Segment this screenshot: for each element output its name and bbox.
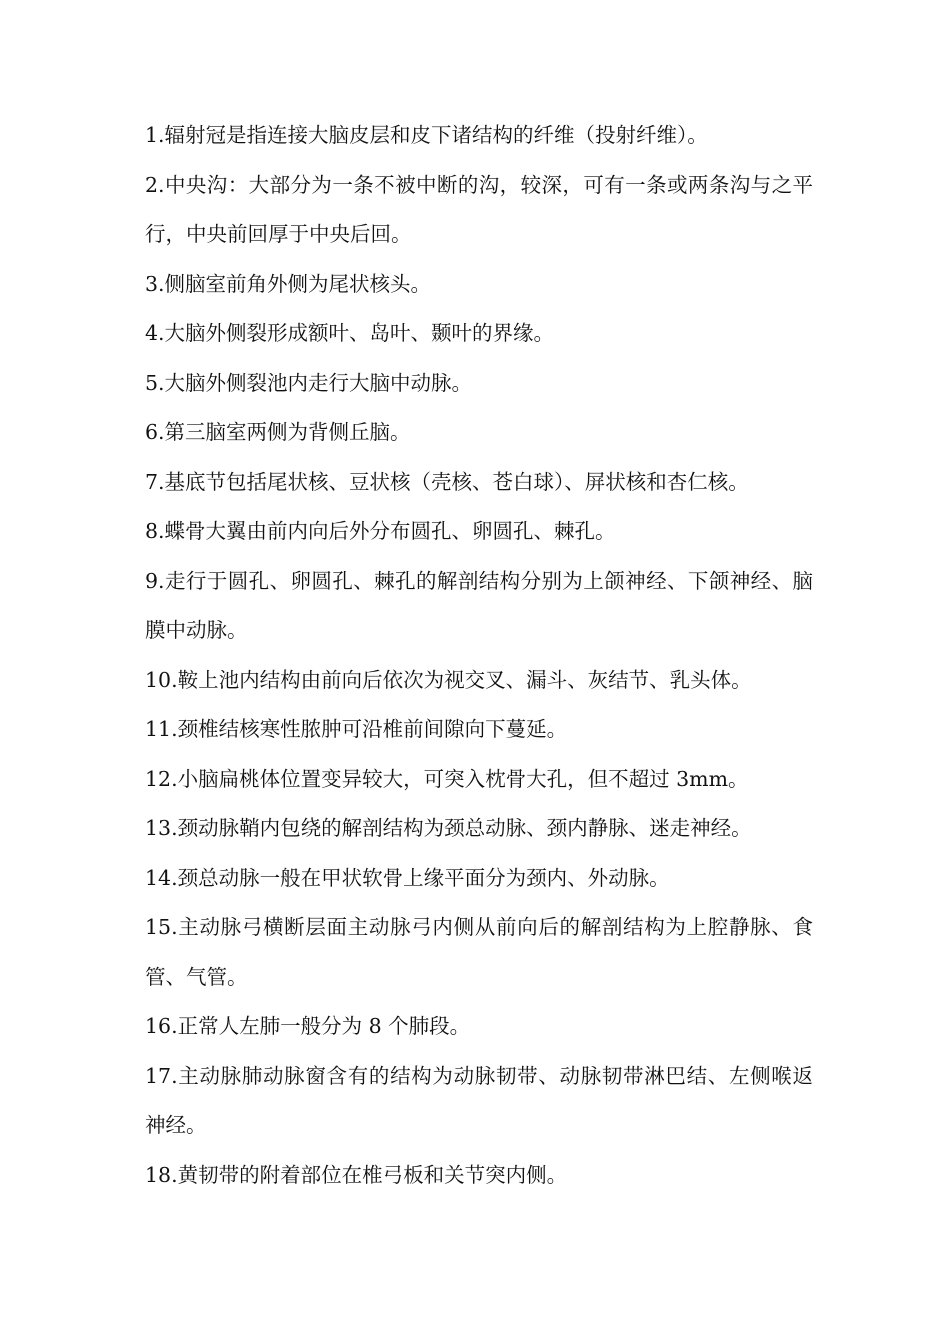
list-item: 3.侧脑室前角外侧为尾状核头。 — [145, 271, 432, 296]
list-item: 13.颈动脉鞘内包绕的解剖结构为颈总动脉、颈内静脉、迷走神经。 — [145, 816, 752, 840]
list-item: 5.大脑外侧裂池内走行大脑中动脉。 — [145, 370, 473, 395]
list-item: 14.颈总动脉一般在甲状软骨上缘平面分为颈内、外动脉。 — [145, 865, 670, 890]
list-item: 6.第三脑室两侧为背侧丘脑。 — [145, 420, 411, 444]
list-item: 8.蝶骨大翼由前内向后外分布圆孔、卵圆孔、棘孔。 — [145, 519, 616, 543]
list-item: 15.主动脉弓横断层面主动脉弓内侧从前向后的解剖结构为上腔静脉、食管、气管。 — [145, 915, 813, 989]
list-item: 16.正常人左肺一般分为 8 个肺段。 — [145, 1014, 471, 1038]
list-item: 10.鞍上池内结构由前向后依次为视交叉、漏斗、灰结节、乳头体。 — [145, 667, 752, 692]
document-body — [145, 111, 813, 1200]
list-item: 9.走行于圆孔、卵圆孔、棘孔的解剖结构分别为上颌神经、下颌神经、脑膜中动脉。 — [145, 568, 813, 642]
list-item: 17.主动脉肺动脉窗含有的结构为动脉韧带、动脉韧带淋巴结、左侧喉返神经。 — [145, 1063, 813, 1137]
list-item: 18.黄韧带的附着部位在椎弓板和关节突内侧。 — [145, 1162, 568, 1187]
list-item: 7.基底节包括尾状核、豆状核（壳核、苍白球）、屏状核和杏仁核。 — [145, 469, 749, 494]
list-item: 1.辐射冠是指连接大脑皮层和皮下诸结构的纤维（投射纤维）。 — [145, 123, 708, 147]
list-item: 2.中央沟：大部分为一条不被中断的沟，较深，可有一条或两条沟与之平行，中央前回厚于中央后回。 — [145, 172, 813, 246]
list-item: 4.大脑外侧裂形成额叶、岛叶、颞叶的界缘。 — [145, 321, 555, 345]
list-item: 11.颈椎结核寒性脓肿可沿椎前间隙向下蔓延。 — [145, 717, 568, 741]
list-item: 12.小脑扁桃体位置变异较大，可突入枕骨大孔，但不超过 3mm。 — [145, 766, 749, 791]
